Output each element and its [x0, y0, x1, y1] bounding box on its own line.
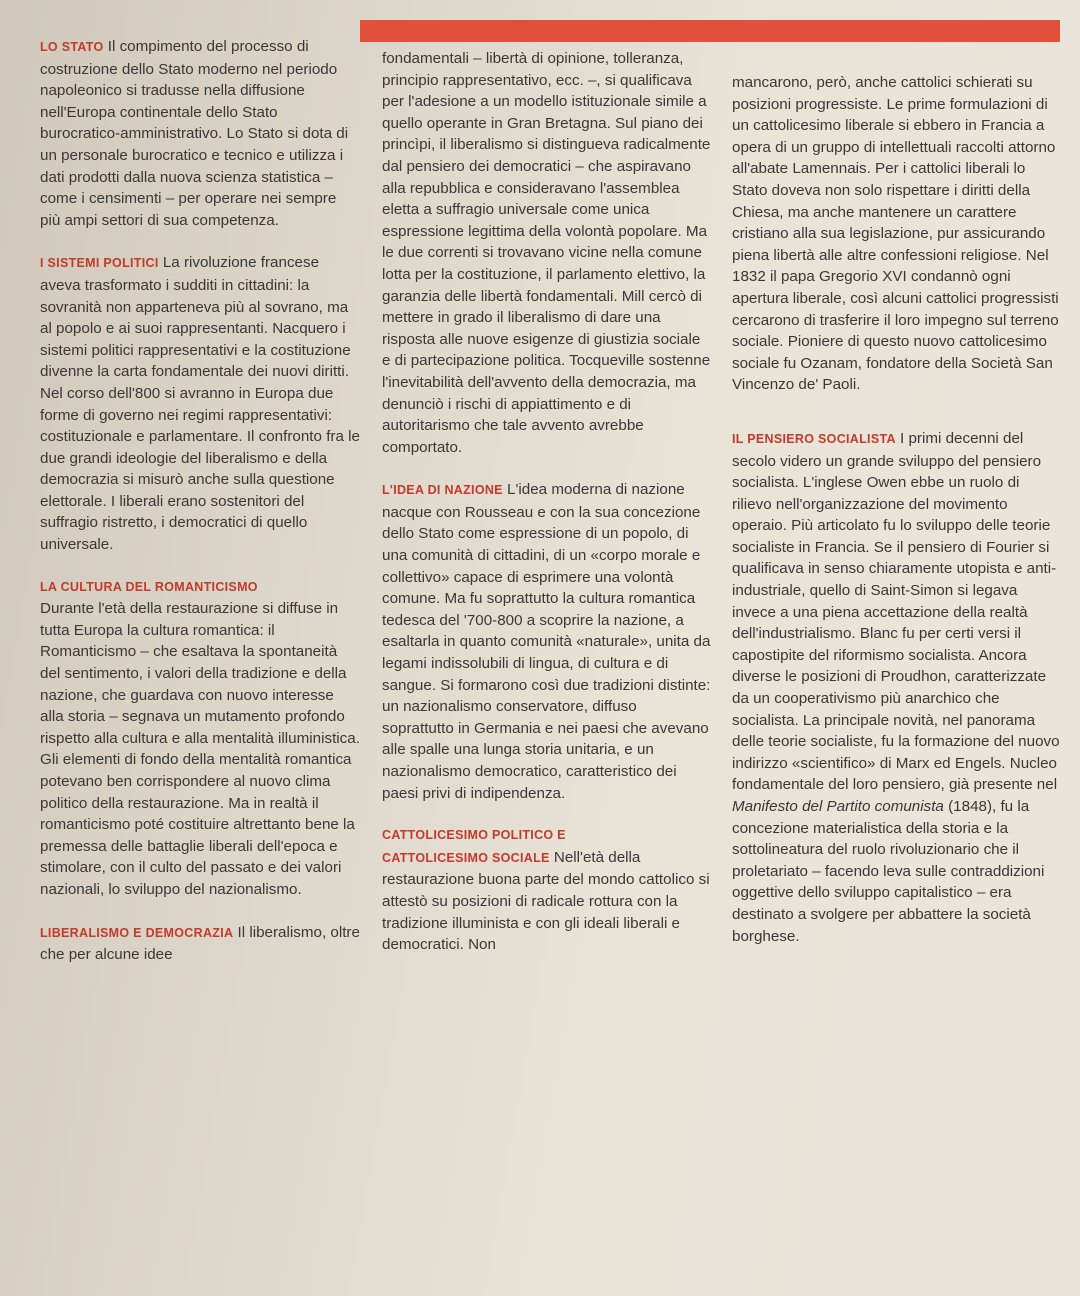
section-text: Il liberalismo, oltre che per alcune idee	[40, 923, 360, 964]
section-cattolicesimo-continued	[732, 72, 1062, 396]
section-heading: I SISTEMI POLITICI	[40, 256, 159, 271]
section-text: (1848), fu la concezione materialistica della storia e la sottolineatura del ruolo rivoluzionario che il proletariato – facendo leva sulle contraddizioni oggettive dello sviluppo capitalistico – era destinato a svolgere per abbattere la società borghese.	[732, 798, 1045, 945]
section-text: fondamentali – libertà di opinione, tolleranza, principio rappresentativo, ecc. –, si qualificava per l'adesione a un modello istituzionale simile a quello operante in Gran Bretagna. Sul piano dei princìpi, il liberalismo si distingueva radicalmente dal pensiero dei democratici – che aspiravano alla repubblica e consideravano l'assemblea eletta a suffragio universale come unica espressione legittima della volontà popolare. Ma le due correnti si trovavano vicine nella comune lotta per la costituzione, il parlamento elettivo, la garanzia delle libertà fondamentali. Mill cercò di mettere in grado il liberalismo di dare una risposta alle nuove esigenze di giustizia sociale e di partecipazione politica. Tocqueville sostenne l'inevitabilità dell'avvento della democrazia, ma denunciò i rischi di appiattimento e di autoritarismo che tale avvento avrebbe comportato.	[382, 50, 711, 456]
section-heading: LO STATO	[40, 40, 104, 54]
paragraph	[382, 479, 712, 804]
section-heading: LA CULTURA DEL ROMANTICISMO	[40, 579, 258, 594]
section-heading-line2: CATTOLICESIMO SOCIALE	[382, 850, 550, 865]
section-heading: IL PENSIERO SOCIALISTA	[732, 431, 896, 446]
paragraph	[382, 48, 712, 458]
section-text: Il compimento del processo di costruzione dello Stato moderno nel periodo napoleonico si tradusse nella diffusione nell'Europa continentale dello Stato burocratico-amministrativo. Lo Stato si dota di un personale burocratico e tecnico e utilizza i dati prodotti dalla nuova scienza statistica – come i censimenti – per operare nei sempre più ampi settori di sua competenza.	[40, 38, 349, 229]
paragraph	[40, 577, 360, 901]
text-column-right	[732, 72, 1062, 968]
section-text: Nell'età della restaurazione buona parte del mondo cattolico si attestò su posizioni di radicale rottura con la tradizione illuminista e con gli ideali liberali e democratici. Non	[382, 848, 710, 954]
header-red-band	[360, 20, 1060, 42]
section-idea-di-nazione	[382, 479, 712, 804]
section-text: mancarono, però, anche cattolici schierati su posizioni progressiste. Le prime formulazioni di un cattolicesimo liberale si ebbero in Francia a opera di un gruppo di intellettuali raccolti attorno all'abate Lamennais. Per i cattolici liberali lo Stato doveva non solo rispettare i diritti della Chiesa, ma anche mantenere un carattere cristiano alla sua legislazione, pur assicurando piena libertà alle altre confessioni religiose. Nel 1832 il papa Gregorio XVI condannò ogni apertura liberale, così alcuni cattolici progressisti cercarono di trasferire il loro impegno sul terreno sociale. Pioniere di questo nuovo cattolicesimo sociale fu Ozanam, fondatore della Società San Vincenzo de' Paoli.	[732, 74, 1059, 394]
paragraph	[40, 36, 360, 231]
section-heading: L'IDEA DI NAZIONE	[382, 483, 503, 498]
section-pensiero-socialista	[732, 428, 1062, 947]
text-column-left	[40, 36, 360, 987]
text-column-middle	[382, 48, 712, 977]
section-lo-stato	[40, 36, 360, 231]
manifesto-title: Manifesto del Partito comunista	[732, 798, 944, 815]
paragraph	[732, 72, 1062, 396]
section-text: La rivoluzione francese aveva trasformato i sudditi in cittadini: la sovranità non apparteneva più al sovrano, ma al popolo e ai suoi rappresentanti. Nacquero i sistemi politici rappresentativi e la costituzione divenne la carta fondamentale dei nuovi diritti. Nel corso dell'800 si avranno in Europa due forme di governo nei regimi rappresentativi: costituzionale e parlamentare. Il confronto fra le due grandi ideologie del liberalismo e della democrazia si misurò anche sulla questione elettorale. I liberali erano sostenitori del suffragio ristretto, i democratici di quello universale.	[40, 254, 360, 554]
section-text: L'idea moderna di nazione nacque con Rousseau e con la sua concezione dello Stato come espressione di un popolo, di una comunità di cittadini, di un «corpo morale e collettivo» capace di esprimere una volontà comune. Ma fu soprattutto la cultura romantica tedesca del '700-800 a scoprire la nazione, a esaltarla in quanto comunità «naturale», unita da legami indissolubili di lingua, di cultura e di sangue. Si formarono così due tradizioni distinte: un nazionalismo conservatore, diffuso soprattutto in Germania e nei paesi che avevano alle spalle una lunga storia unitaria, e un nazionalismo democratico, caratteristico dei paesi privi di indipendenza.	[382, 481, 711, 802]
section-heading-line1: CATTOLICESIMO POLITICO E	[382, 828, 566, 843]
paragraph	[40, 922, 360, 966]
section-text: Durante l'età della restaurazione si diffuse in tutta Europa la cultura romantica: il Romanticismo – che esaltava la spontaneità del sentimento, i valori della tradizione e della nazione, che guardava con nuovo interesse alla storia – segnava un mutamento profondo rispetto alla cultura e alla mentalità illuministica. Gli elementi di fondo della mentalità romantica potevano ben corrispondere al nuovo clima politico della restaurazione. Ma in realtà il romanticismo poté costituire altrettanto bene la premessa delle battaglie liberali dell'epoca e stimolare, con il culto del passato e dei valori nazionali, lo sviluppo del nazionalismo.	[40, 600, 360, 898]
section-liberalismo-democrazia	[40, 922, 360, 966]
paragraph	[40, 252, 360, 555]
paragraph	[382, 825, 712, 956]
section-cultura-romanticismo	[40, 577, 360, 901]
section-text: I primi decenni del secolo videro un grande sviluppo del pensiero socialista. L'inglese Owen ebbe un ruolo di rilievo nell'organizzazione del movimento operaio. Più articolato fu lo sviluppo delle teorie socialiste in Francia. Se il pensiero di Fourier si qualificava in senso chiaramente utopista e anti-industriale, quello di Saint-Simon si legava invece a una piena accettazione della realtà dell'industrialismo. Blanc fu per certi versi il capostipite del riformismo socialista. Ancora diverse le posizioni di Proudhon, caratterizzate da un cooperativismo più anarchico che socialista. La principale novità, nel panorama delle teorie socialiste, fu la formazione del nuovo indirizzo «scientifico» di Marx ed Engels. Nucleo fondamentale del loro pensiero, già presente nel	[732, 429, 1060, 794]
section-heading: LIBERALISMO E DEMOCRAZIA	[40, 925, 234, 940]
section-cattolicesimo	[382, 825, 712, 956]
section-liberalismo-continued	[382, 48, 712, 458]
paragraph	[732, 428, 1062, 947]
section-sistemi-politici	[40, 252, 360, 555]
